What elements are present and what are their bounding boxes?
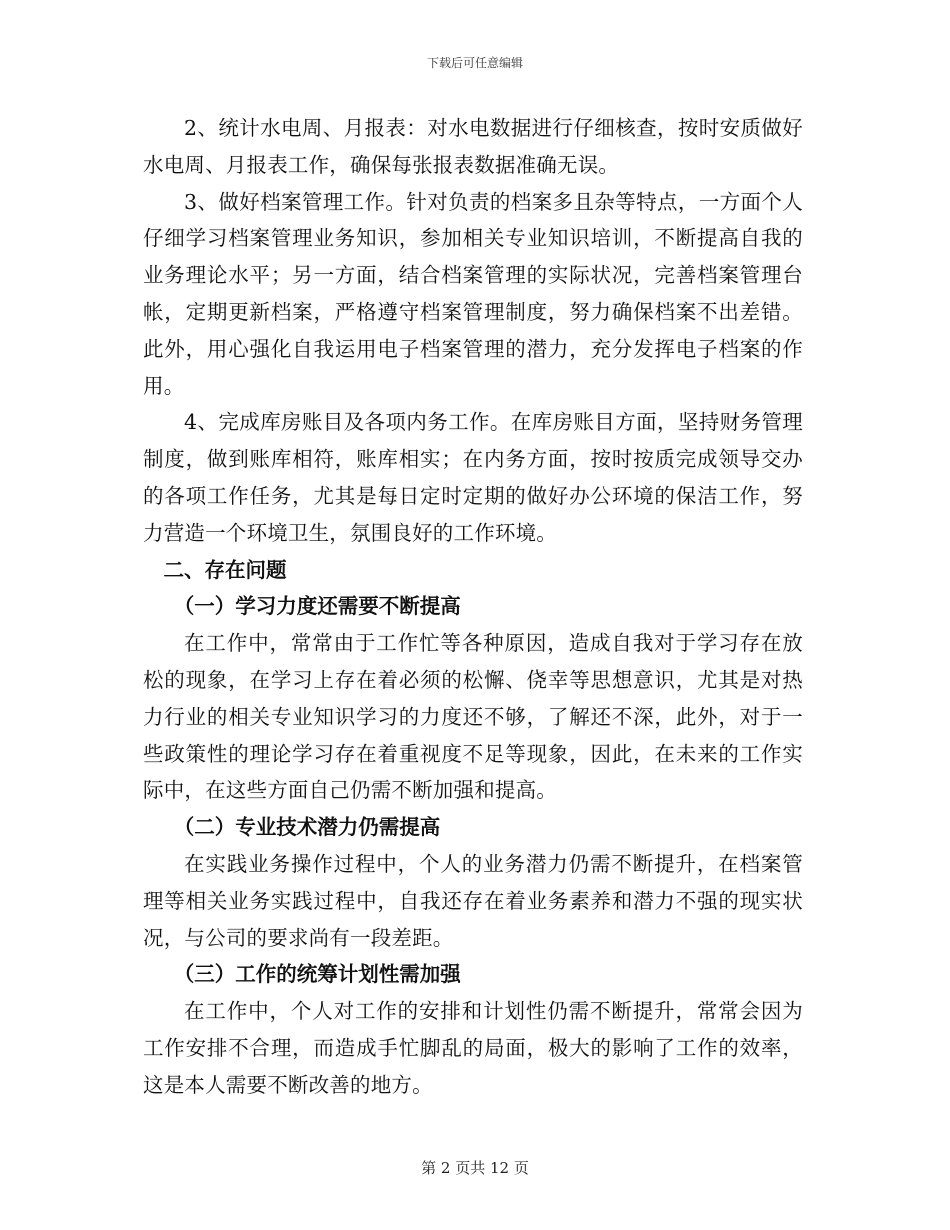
document-body [143,110,803,1104]
page-header: 下载后可任意编辑 [426,56,523,70]
subheading-learning: （一）学习力度还需要不断提高 [173,594,461,619]
paragraph-utility-reports: 2、统计水电周、月报表：对水电数据进行仔细核查，按时安质做好水电周、月报表工作，确保每张报表数据准确无误。 [143,116,803,177]
paragraph-technical-skill: 在实践业务操作过程中，个人的业务潜力仍需不断提升，在档案管理等相关业务实践过程中，自我还存在着业务素养和潜力不强的现实状况，与公司的要求尚有一段差距。 [143,851,803,950]
subheading-planning: （三）工作的统筹计划性需加强 [173,962,461,987]
page-footer: 第 2 页共 12 页 [421,1159,529,1177]
paragraph-learning: 在工作中，常常由于工作忙等各种原因，造成自我对于学习存在放松的现象，在学习上存在着必须的松懈、侥幸等思想意识，尤其是对热力行业的相关专业知识学习的力度还不够，了解还不深，此外，对于一些政策性的理论学习存在着重视度不足等现象，因此，在未来的工作实际中，在这些方面自己仍需不断加强和提高。 [143,631,803,803]
paragraph-planning: 在工作中，个人对工作的安排和计划性仍需不断提升，常常会因为工作安排不合理，而造成手忙脚乱的局面，极大的影响了工作的效率，这是本人需要不断改善的地方。 [143,999,803,1097]
paragraph-warehouse-accounts: 4、完成库房账目及各项内务工作。在库房账目方面，坚持财务管理制度，做到账库相符，账库相实；在内务方面，按时按质完成领导交办的各项工作任务，尤其是每日定时定期的做好办公环境的保洁工作，努力营造一个环境卫生，氛围良好的工作环境。 [143,410,803,545]
section-heading-problems: 二、存在问题 [163,557,287,582]
paragraph-archive-management: 3、做好档案管理工作。针对负责的档案多且杂等特点，一方面个人仔细学习档案管理业务知识，参加相关专业知识培训，不断提高自我的业务理论水平；另一方面，结合档案管理的实际状况，完善档案管理台帐，定期更新档案，严格遵守档案管理制度，努力确保档案不出差错。此外，用心强化自我运用电子档案管理的潜力，充分发挥电子档案的作用。 [143,189,803,398]
subheading-technical-skill: （二）专业技术潜力仍需提高 [173,815,441,840]
